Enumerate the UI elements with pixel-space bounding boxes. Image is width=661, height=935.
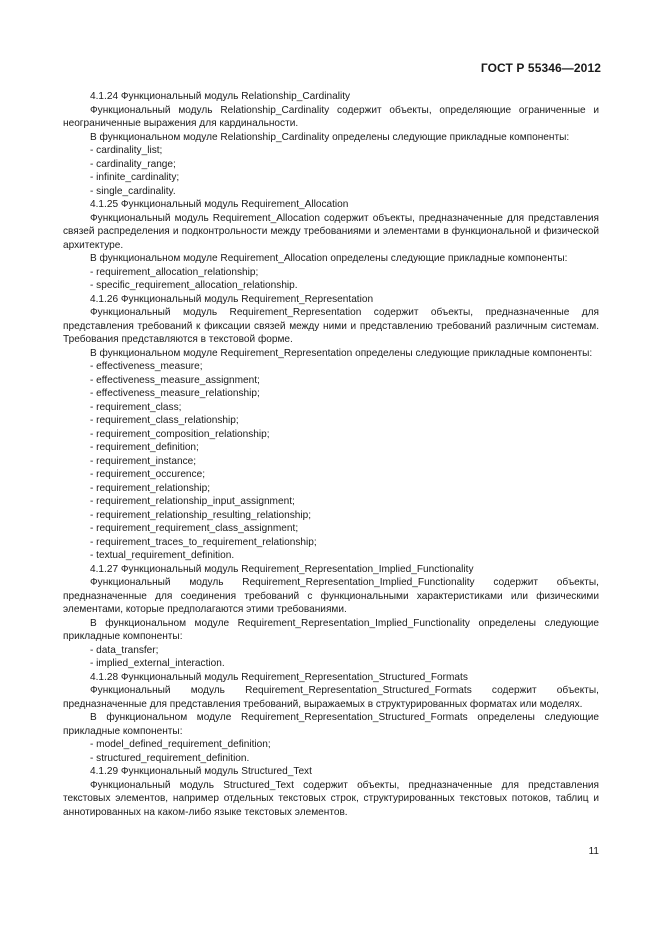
paragraph: 4.1.24 Функциональный модуль Relationship_Cardinality <box>90 91 351 102</box>
paragraph: 4.1.28 Функциональный модуль Requirement_Representation_Structured_Formats <box>90 671 468 683</box>
document-id-header: ГОСТ Р 55346—2012 <box>480 61 601 75</box>
list-item: - implied_external_interaction. <box>90 658 225 669</box>
list-item: - requirement_relationship_input_assignment; <box>90 496 295 507</box>
paragraph: В функциональном модуле Requirement_Allocation определены следующие прикладные компоненты: <box>90 253 568 264</box>
list-item: - requirement_allocation_relationship; <box>90 266 259 278</box>
paragraph: 4.1.27 Функциональный модуль Requirement_Representation_Implied_Functionality <box>90 563 474 575</box>
paragraph: Функциональный модуль Requirement_Allocation содержит объекты, предназначенные для представления связей распределения и подконтрольности между требованиями и элементами в функциональной и физической архитектуре. <box>63 212 599 251</box>
list-item: - requirement_class_relationship; <box>90 415 239 426</box>
paragraph: Функциональный модуль Requirement_Representation содержит объекты, предназначенные для представления требований к фиксации связей между ними и представлению требований различным системам. Требования представляются в текстовой форме. <box>63 307 599 345</box>
paragraph: Функциональный модуль Relationship_Cardinality содержит объекты, определяющие ограниченные и неограниченные выражения для кардинальности. <box>63 104 599 129</box>
list-item: - requirement_occurence; <box>90 469 206 480</box>
paragraph: 4.1.26 Функциональный модуль Requirement_Representation <box>90 293 374 305</box>
paragraph: В функциональном модуле Requirement_Representation_Structured_Formats определены следующие прикладные компоненты: <box>63 712 599 737</box>
paragraph: Функциональный модуль Requirement_Representation_Structured_Formats содержит объекты, предназначенные для представления требований, выражаемых в структурированных форматах или моделях. <box>63 685 599 710</box>
list-item: - requirement_relationship_resulting_relationship; <box>90 509 312 521</box>
list-item: - specific_requirement_allocation_relationship. <box>90 280 298 291</box>
list-item: - requirement_traces_to_requirement_relationship; <box>90 536 317 548</box>
paragraph: В функциональном модуле Relationship_Cardinality определены следующие прикладные компоненты: <box>90 131 570 143</box>
list-item: - model_defined_requirement_definition; <box>90 739 271 750</box>
paragraph: 4.1.29 Функциональный модуль Structured_Text <box>90 766 312 777</box>
list-item: - effectiveness_measure; <box>90 361 203 372</box>
list-item: - textual_requirement_definition. <box>90 550 235 561</box>
list-item: - effectiveness_measure_relationship; <box>90 388 260 399</box>
list-item: - infinite_cardinality; <box>90 172 180 183</box>
list-item: - cardinality_range; <box>90 158 176 170</box>
list-item: - single_cardinality. <box>90 185 176 197</box>
paragraph: Функциональный модуль Structured_Text содержит объекты, предназначенные для представления текстовых элементов, например отдельных текстовых строк, структурированных текстовых потоков, таблиц и аннотированных на каком-либо языке текстовых элементов. <box>63 779 599 818</box>
list-item: - requirement_relationship; <box>90 482 211 494</box>
list-item: - effectiveness_measure_assignment; <box>90 374 260 386</box>
list-item: - structured_requirement_definition. <box>90 752 250 764</box>
list-item: - cardinality_list; <box>90 145 163 156</box>
paragraph: В функциональном модуле Requirement_Representation_Implied_Functionality определены следующие прикладные компоненты: <box>63 617 599 642</box>
list-item: - requirement_instance; <box>90 455 197 467</box>
list-item: - requirement_definition; <box>90 442 199 453</box>
paragraph: 4.1.25 Функциональный модуль Requirement_Allocation <box>90 199 349 210</box>
list-item: - data_transfer; <box>90 644 159 656</box>
page-number: 11 <box>588 846 599 857</box>
list-item: - requirement_composition_relationship; <box>90 428 270 440</box>
list-item: - requirement_class; <box>90 401 182 413</box>
paragraph: В функциональном модуле Requirement_Representation определены следующие прикладные компоненты: <box>90 347 593 359</box>
list-item: - requirement_requirement_class_assignment; <box>90 523 299 534</box>
paragraph: Функциональный модуль Requirement_Representation_Implied_Functionality содержит объекты, предназначенные для соединения требований с функциональными характеристиками или физическими элементами, которые предполагаются этими требованиями. <box>63 577 599 615</box>
page-body <box>63 90 599 819</box>
